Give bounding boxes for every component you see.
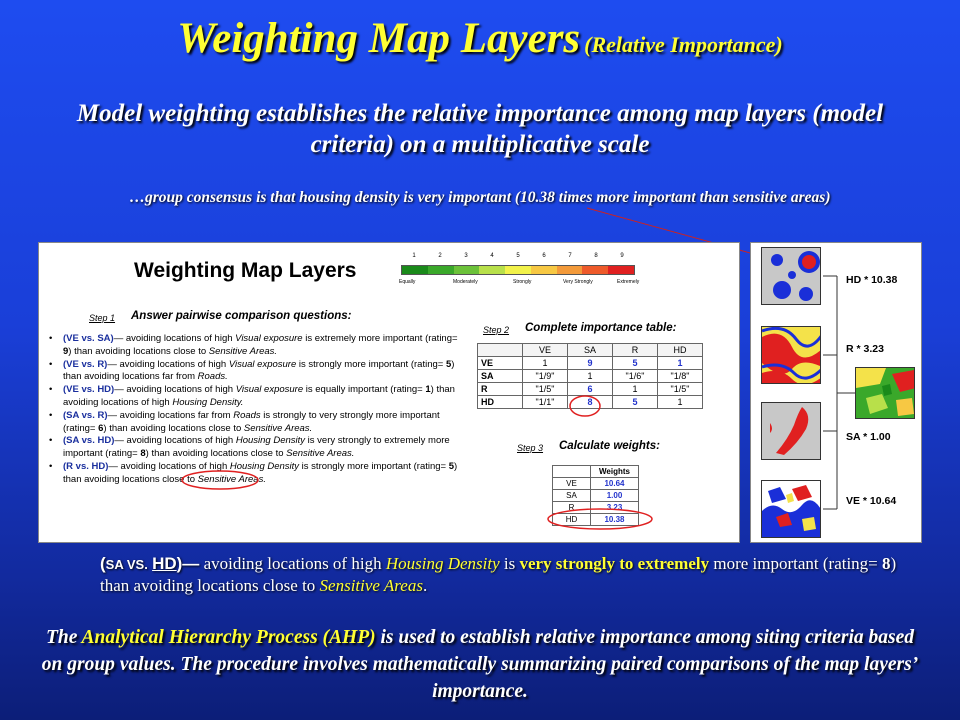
- table-cell: "1/6": [613, 370, 658, 383]
- question-pair: (SA vs. R): [63, 409, 108, 421]
- question-pre: — avoiding locations of high: [107, 358, 229, 370]
- question-post: ) than avoiding locations far from: [63, 358, 455, 383]
- step3-label: Step 3: [517, 443, 544, 453]
- scale-number: 7: [568, 253, 572, 259]
- scale-number: 5: [516, 253, 520, 259]
- question-pair: (VE vs. SA): [63, 333, 114, 344]
- scale-number: 6: [542, 253, 546, 259]
- question-post: ) than avoiding locations of high: [63, 384, 455, 408]
- table-cell: "1/5": [658, 383, 703, 396]
- weighting-panel: [38, 242, 740, 543]
- question-crit: Housing Density: [229, 460, 300, 472]
- table-cell: "1/1": [523, 396, 568, 409]
- question-pre: — avoiding locations of high: [114, 435, 236, 447]
- rating-value: 5: [445, 358, 452, 370]
- map-visual-exposure: [761, 480, 821, 538]
- rating-value: 1: [425, 384, 431, 396]
- step2-heading: Complete importance table:: [525, 322, 677, 334]
- map-label-ve: VE * 10.64: [846, 495, 897, 507]
- map-label-r: R * 3.23: [846, 343, 884, 355]
- subtitle: Model weighting establishes the relative importance among map layers (model criteria) on a multiplicative scale: [76, 100, 884, 158]
- table-cell: "1/9": [523, 370, 568, 383]
- table-header: HD: [658, 344, 703, 357]
- table-cell: 5: [613, 357, 658, 370]
- row-header: HD: [478, 396, 523, 409]
- panel-title: Weighting Map Layers: [134, 259, 357, 282]
- table-cell: 1: [658, 396, 703, 409]
- title-main: Weighting Map Layers: [177, 15, 581, 62]
- title-sub: (Relative Importance): [584, 32, 783, 57]
- question-pair: (SA vs. HD): [63, 435, 115, 447]
- weight-value: 10.38: [591, 514, 639, 526]
- maps-panel: [750, 242, 922, 543]
- scale-word: Moderately: [453, 279, 478, 285]
- highlight-ellipse-weight: [548, 509, 652, 529]
- scale-word: Extremely: [617, 279, 640, 285]
- question-mid: is strongly more important (rating=: [299, 460, 449, 472]
- step1-label: Step 1: [89, 313, 116, 323]
- table-cell: 6: [568, 383, 613, 396]
- weight-key: R: [553, 502, 591, 514]
- question-mid: is extremely more important (rating=: [302, 333, 458, 344]
- highlight-ellipse-rating: [182, 471, 258, 489]
- row-header: SA: [478, 370, 523, 383]
- scale-word: Equally: [399, 279, 416, 285]
- table-header: SA: [568, 344, 613, 357]
- scale-word: Strongly: [513, 279, 532, 285]
- question-pair: (R vs. HD): [63, 460, 109, 472]
- table-header: VE: [523, 344, 568, 357]
- weight-value: 10.64: [591, 478, 639, 490]
- step1-heading: Answer pairwise comparison questions:: [131, 310, 352, 322]
- question-post: ) than avoiding locations close to: [68, 345, 209, 357]
- table-header: R: [613, 344, 658, 357]
- map-label-sa: SA * 1.00: [846, 431, 891, 443]
- map-roads: [761, 326, 821, 384]
- consensus-note: …group consensus is that housing density is very important (10.38 times more important than sensitive areas): [129, 189, 831, 206]
- weight-value: 1.00: [591, 490, 639, 502]
- scale-number: 2: [438, 253, 442, 259]
- table-cell: 1: [523, 357, 568, 370]
- question-pre: — avoiding locations of high: [108, 460, 230, 472]
- table-cell: 8: [568, 396, 613, 409]
- scale-number: 4: [490, 253, 494, 259]
- question-crit: Visual exposure: [235, 333, 303, 344]
- rating-value: 8: [140, 448, 146, 460]
- question-pre: — avoiding locations of high: [114, 384, 236, 396]
- scale-number: 1: [412, 253, 416, 259]
- question-target: Sensitive Areas.: [286, 448, 355, 460]
- weights-header: Weights: [591, 466, 639, 478]
- example-statement: (SA VS. HD)— avoiding locations of high Housing Density is very strongly to extremely more important (rating= 8) than avoiding locations close to Sensitive Areas.: [100, 554, 897, 595]
- question-target: Housing Density.: [172, 396, 244, 408]
- target-sensitive-areas: Sensitive Areas: [319, 576, 423, 595]
- weight-key: VE: [553, 478, 591, 490]
- question-crit: Visual exposure: [228, 358, 297, 370]
- question-mid: is very strongly to extremely more important (rating=: [63, 435, 450, 460]
- question-mid: is strongly more important (rating=: [296, 358, 446, 370]
- table-cell: 5: [613, 396, 658, 409]
- row-header: R: [478, 383, 523, 396]
- table-cell: 1: [568, 370, 613, 383]
- question-target: Roads.: [197, 371, 228, 383]
- criterion-housing-density: Housing Density: [385, 554, 500, 573]
- strength-phrase: very strongly to extremely: [519, 554, 710, 573]
- question-pair: (VE vs. HD): [63, 384, 115, 396]
- question-mid: is equally important (rating=: [303, 384, 426, 396]
- rating-value: 9: [63, 345, 69, 357]
- map-housing-density: [761, 247, 821, 305]
- scale-number: 9: [620, 253, 624, 259]
- ahp-term: Analytical Hierarchy Process (AHP): [81, 627, 376, 648]
- ahp-explanation: The Analytical Hierarchy Process (AHP) is used to establish relative importance among siting criteria based on group values. The procedure involves mathematically summarizing paired comparisons of the map layers’ importance.: [41, 627, 919, 702]
- step3-heading: Calculate weights:: [559, 440, 660, 452]
- map-label-hd: HD * 10.38: [846, 274, 898, 286]
- rating-value: 6: [98, 422, 104, 434]
- question-crit: Roads: [233, 409, 261, 421]
- table-cell: "1/8": [658, 370, 703, 383]
- pair-sa: SA VS.: [105, 557, 148, 572]
- table-cell: "1/5": [523, 383, 568, 396]
- pair-hd: HD: [152, 554, 177, 573]
- question-pre: — avoiding locations far from: [107, 409, 234, 421]
- question-target: Sensitive Areas.: [197, 473, 266, 485]
- weight-key: SA: [553, 490, 591, 502]
- table-cell: 1: [658, 357, 703, 370]
- weight-key: HD: [553, 514, 591, 526]
- rating-value: 5: [448, 460, 455, 472]
- scale-number: 8: [594, 253, 598, 259]
- step2-label: Step 2: [483, 325, 510, 335]
- highlight-ellipse-table: [570, 396, 600, 416]
- question-pair: (VE vs. R): [63, 358, 108, 370]
- map-combined: [855, 367, 915, 419]
- map-sensitive-areas: [761, 402, 821, 460]
- question-pre: — avoiding locations of high: [113, 333, 236, 344]
- question-crit: Housing Density: [235, 435, 306, 447]
- question-target: Sensitive Areas.: [243, 422, 313, 434]
- table-cell: 1: [613, 383, 658, 396]
- question-mid: is strongly to very strongly more important (rating=: [63, 409, 440, 434]
- rating-value: 8: [882, 554, 891, 573]
- question-post: ) than avoiding locations close to: [63, 460, 458, 485]
- question-target: Sensitive Areas.: [208, 345, 278, 357]
- question-post: ) than avoiding locations close to: [103, 422, 244, 434]
- weight-value: 3.23: [591, 502, 639, 514]
- row-header: VE: [478, 357, 523, 370]
- question-post: ) than avoiding locations close to: [145, 448, 287, 460]
- scale-word: Very Strongly: [563, 279, 593, 285]
- scale-number: 3: [464, 253, 468, 259]
- highlight-ellipses: [39, 243, 741, 544]
- question-crit: Visual exposure: [235, 384, 304, 396]
- table-cell: 9: [568, 357, 613, 370]
